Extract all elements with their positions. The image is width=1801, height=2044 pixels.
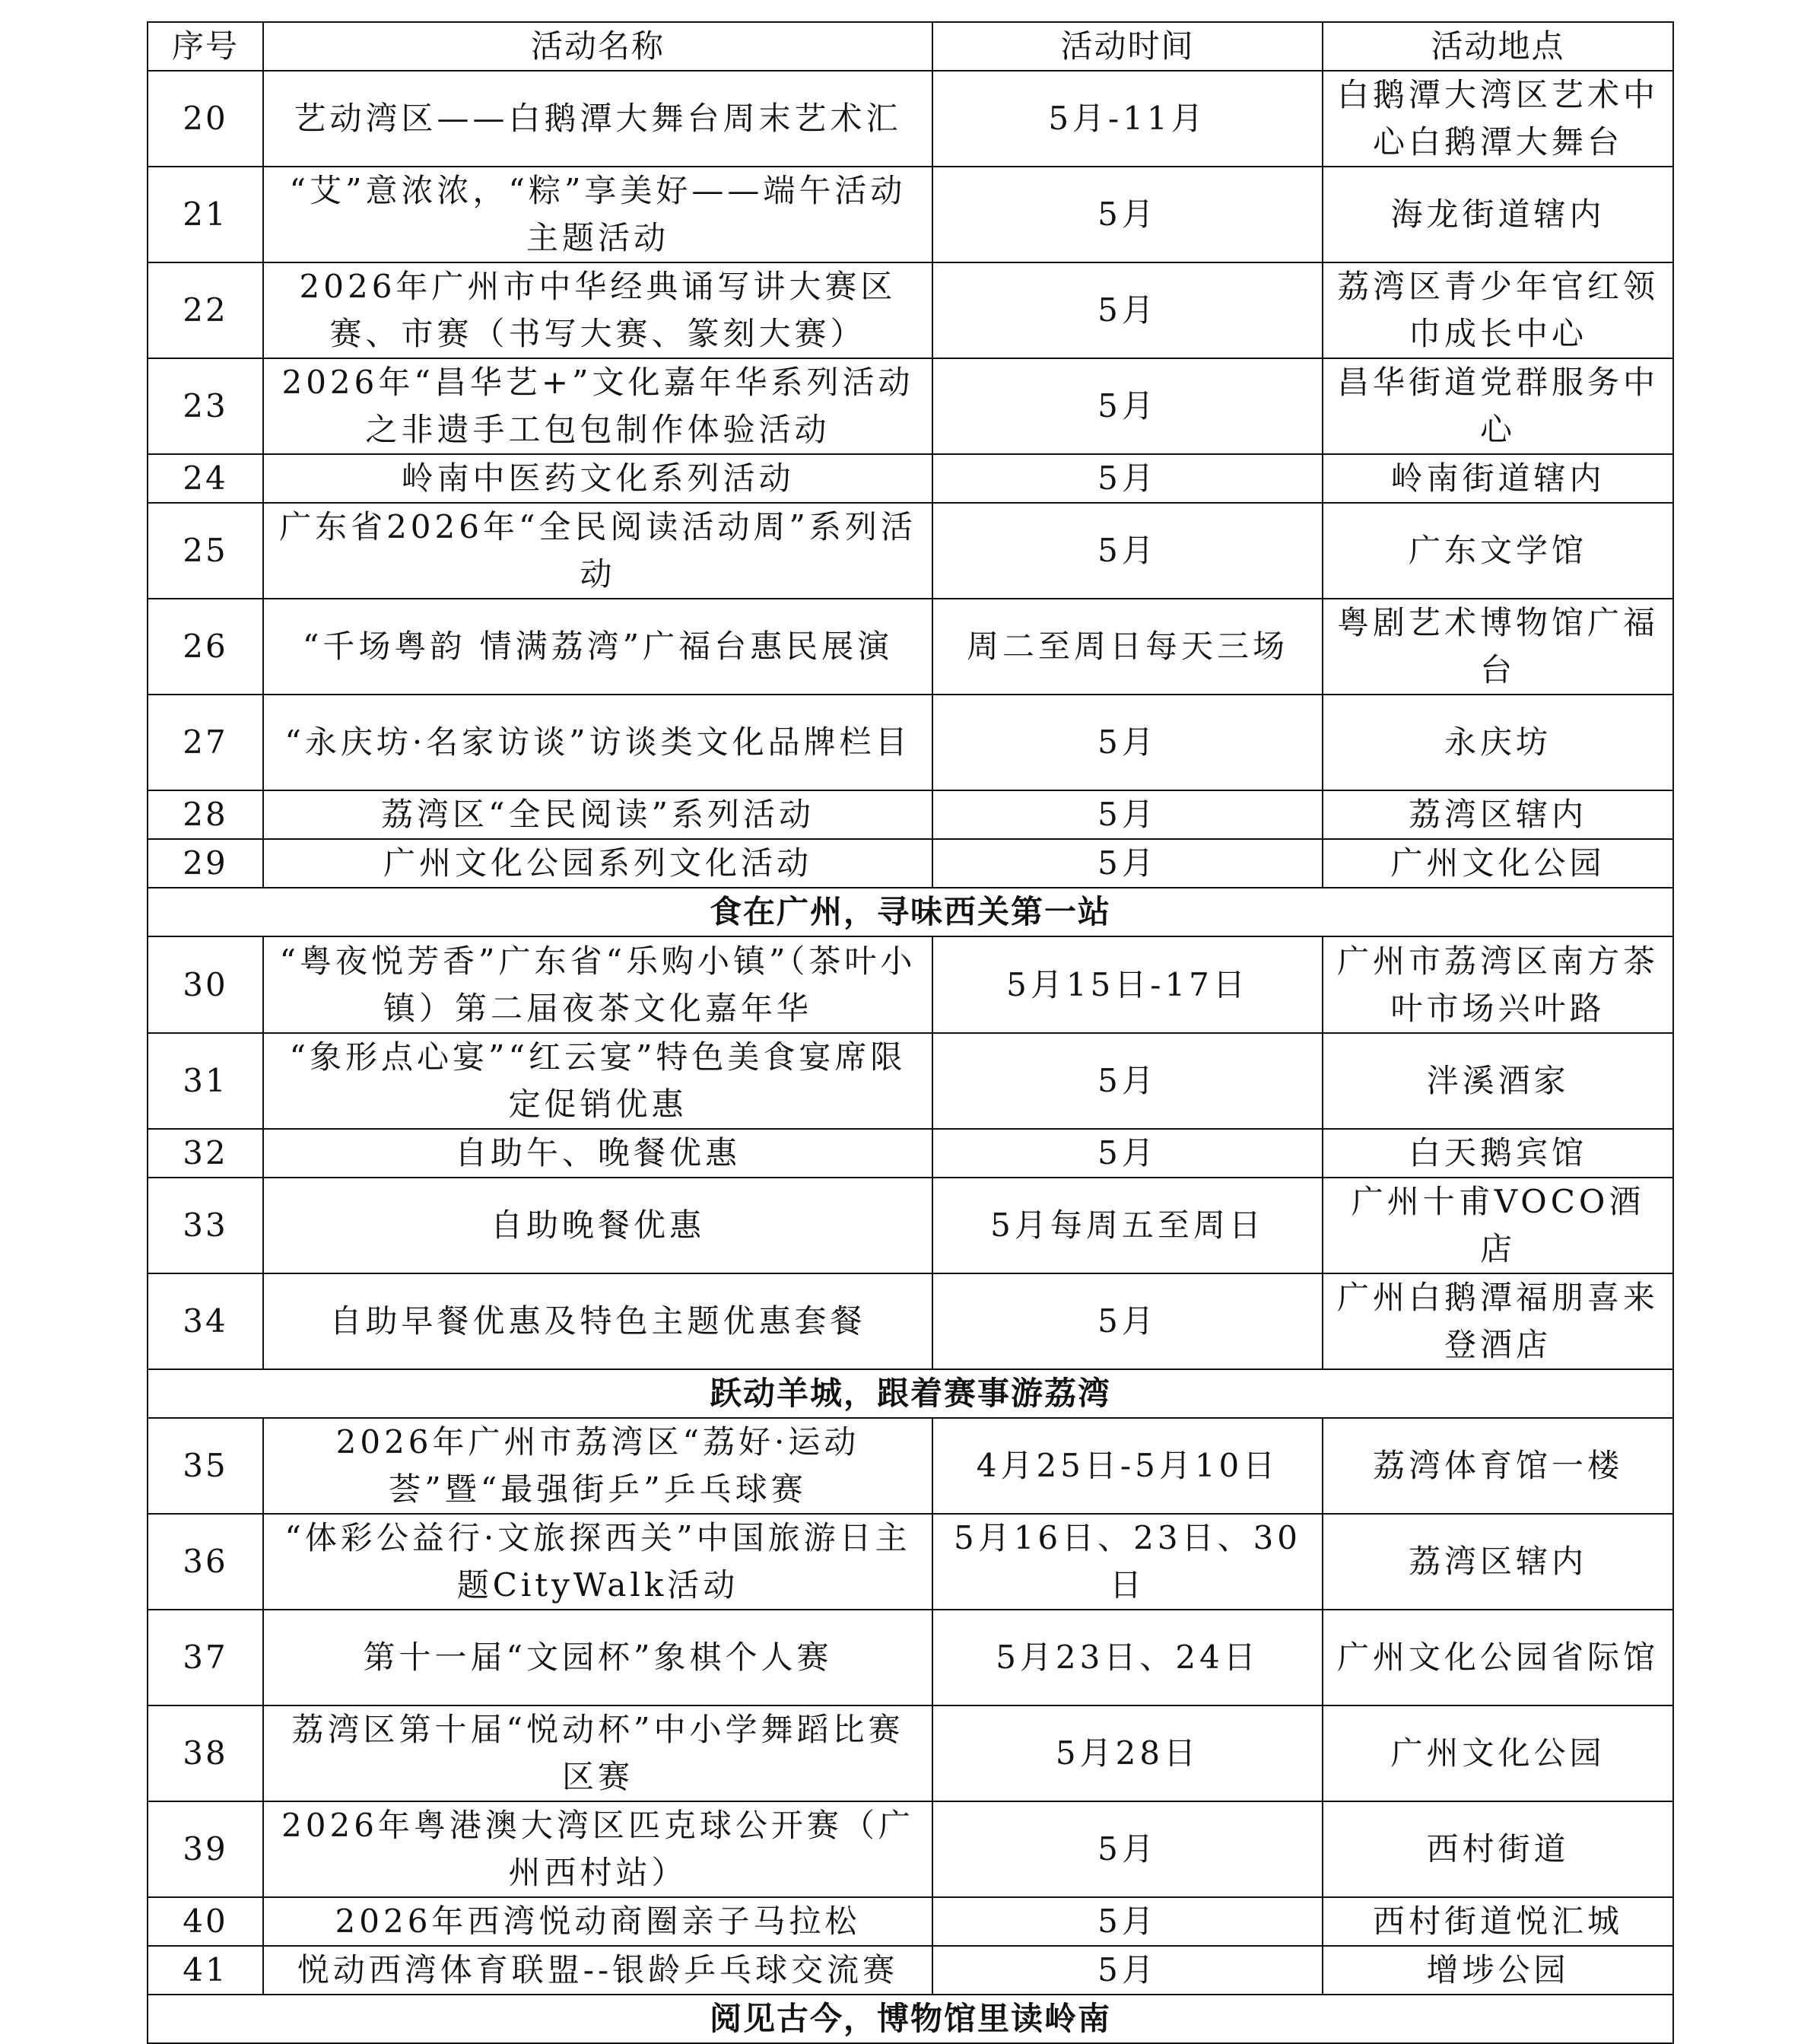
table-row — [148, 1514, 1673, 1610]
row-place: 增埗公园 — [1323, 1946, 1673, 1995]
row-time: 5月 — [932, 1033, 1323, 1129]
row-place: 荔湾区辖内 — [1323, 790, 1673, 839]
row-time: 5月 — [932, 695, 1323, 790]
table-row — [148, 1033, 1673, 1129]
table-row — [148, 167, 1673, 262]
table-row — [148, 71, 1673, 167]
table-row — [148, 1946, 1673, 1995]
row-place: 岭南街道辖内 — [1323, 454, 1673, 503]
row-place: 白天鹅宾馆 — [1323, 1129, 1673, 1178]
table-row — [148, 1705, 1673, 1801]
row-time: 5月 — [932, 1273, 1323, 1369]
row-no: 40 — [148, 1897, 263, 1946]
row-time: 周二至周日每天三场 — [932, 599, 1323, 695]
header-no: 序号 — [148, 22, 263, 71]
row-no: 28 — [148, 790, 263, 839]
row-no: 27 — [148, 695, 263, 790]
row-place: 西村街道 — [1323, 1801, 1673, 1897]
table-row — [148, 1178, 1673, 1273]
row-name: 荔湾区第十届“悦动杯”中小学舞蹈比赛区赛 — [263, 1705, 932, 1801]
table-header-row — [148, 22, 1673, 71]
row-no: 30 — [148, 936, 263, 1033]
row-place: 广东文学馆 — [1323, 503, 1673, 599]
section-title: 食在广州，寻味西关第一站 — [148, 888, 1673, 936]
row-time: 5月 — [932, 1801, 1323, 1897]
row-name: 岭南中医药文化系列活动 — [263, 454, 932, 503]
table-row — [148, 599, 1673, 695]
section-header-row — [148, 1369, 1673, 1418]
row-time: 5月16日、23日、30日 — [932, 1514, 1323, 1610]
row-place: 广州文化公园省际馆 — [1323, 1610, 1673, 1705]
row-place: 海龙街道辖内 — [1323, 167, 1673, 262]
row-name: 广东省2026年“全民阅读活动周”系列活动 — [263, 503, 932, 599]
row-place: 荔湾区辖内 — [1323, 1514, 1673, 1610]
table-row — [148, 262, 1673, 358]
row-name: 第十一届“文园杯”象棋个人赛 — [263, 1610, 932, 1705]
row-place: 西村街道悦汇城 — [1323, 1897, 1673, 1946]
row-time: 5月 — [932, 503, 1323, 599]
row-place: 粤剧艺术博物馆广福台 — [1323, 599, 1673, 695]
row-time: 5月每周五至周日 — [932, 1178, 1323, 1273]
row-place: 昌华街道党群服务中心 — [1323, 358, 1673, 454]
row-no: 38 — [148, 1705, 263, 1801]
row-no: 34 — [148, 1273, 263, 1369]
activity-table — [147, 21, 1674, 2044]
row-name: “艾”意浓浓，“粽”享美好——端午活动主题活动 — [263, 167, 932, 262]
row-name: 广州文化公园系列文化活动 — [263, 839, 932, 888]
row-time: 4月25日-5月10日 — [932, 1418, 1323, 1514]
row-no: 41 — [148, 1946, 263, 1995]
row-no: 24 — [148, 454, 263, 503]
row-place: 荔湾体育馆一楼 — [1323, 1418, 1673, 1514]
table-row — [148, 1897, 1673, 1946]
table-row — [148, 503, 1673, 599]
row-name: 2026年广州市荔湾区“荔好·运动荟”暨“最强街乒”乒乓球赛 — [263, 1418, 932, 1514]
row-place: 广州文化公园 — [1323, 1705, 1673, 1801]
row-time: 5月 — [932, 1129, 1323, 1178]
table-row — [148, 1801, 1673, 1897]
header-time: 活动时间 — [932, 22, 1323, 71]
row-name: 2026年西湾悦动商圈亲子马拉松 — [263, 1897, 932, 1946]
table-row — [148, 839, 1673, 888]
row-time: 5月 — [932, 839, 1323, 888]
row-no: 22 — [148, 262, 263, 358]
table-row — [148, 1129, 1673, 1178]
table-row — [148, 695, 1673, 790]
row-place: 荔湾区青少年官红领巾成长中心 — [1323, 262, 1673, 358]
section-title: 跃动羊城，跟着赛事游荔湾 — [148, 1369, 1673, 1418]
row-place: 广州文化公园 — [1323, 839, 1673, 888]
row-no: 21 — [148, 167, 263, 262]
row-no: 33 — [148, 1178, 263, 1273]
row-name: 荔湾区“全民阅读”系列活动 — [263, 790, 932, 839]
row-time: 5月23日、24日 — [932, 1610, 1323, 1705]
row-time: 5月 — [932, 358, 1323, 454]
row-time: 5月 — [932, 262, 1323, 358]
row-name: 悦动西湾体育联盟--银龄乒乓球交流赛 — [263, 1946, 932, 1995]
row-place: 永庆坊 — [1323, 695, 1673, 790]
table-row — [148, 936, 1673, 1033]
row-no: 20 — [148, 71, 263, 167]
row-name: “象形点心宴”“红云宴”特色美食宴席限定促销优惠 — [263, 1033, 932, 1129]
row-no: 29 — [148, 839, 263, 888]
section-title: 阅见古今，博物馆里读岭南 — [148, 1995, 1673, 2043]
row-no: 23 — [148, 358, 263, 454]
header-name: 活动名称 — [263, 22, 932, 71]
row-time: 5月 — [932, 167, 1323, 262]
header-place: 活动地点 — [1323, 22, 1673, 71]
row-no: 39 — [148, 1801, 263, 1897]
row-time: 5月-11月 — [932, 71, 1323, 167]
section-header-row — [148, 888, 1673, 936]
row-name: “千场粤韵 情满荔湾”广福台惠民展演 — [263, 599, 932, 695]
row-name: 2026年“昌华艺+”文化嘉年华系列活动之非遗手工包包制作体验活动 — [263, 358, 932, 454]
table-row — [148, 454, 1673, 503]
table-row — [148, 1418, 1673, 1514]
row-place: 广州十甫VOCO酒店 — [1323, 1178, 1673, 1273]
row-name: “粤夜悦芳香”广东省“乐购小镇”（茶叶小镇）第二届夜茶文化嘉年华 — [263, 936, 932, 1033]
row-time: 5月15日-17日 — [932, 936, 1323, 1033]
row-no: 31 — [148, 1033, 263, 1129]
row-name: 艺动湾区——白鹅潭大舞台周末艺术汇 — [263, 71, 932, 167]
section-header-row — [148, 1995, 1673, 2043]
row-place: 广州市荔湾区南方茶叶市场兴叶路 — [1323, 936, 1673, 1033]
row-time: 5月 — [932, 454, 1323, 503]
row-name: 2026年广州市中华经典诵写讲大赛区赛、市赛（书写大赛、篆刻大赛） — [263, 262, 932, 358]
row-time: 5月 — [932, 1946, 1323, 1995]
row-place: 广州白鹅潭福朋喜来登酒店 — [1323, 1273, 1673, 1369]
table-row — [148, 790, 1673, 839]
table-row — [148, 1610, 1673, 1705]
table-row — [148, 358, 1673, 454]
table-row — [148, 1273, 1673, 1369]
row-no: 35 — [148, 1418, 263, 1514]
row-name: “永庆坊·名家访谈”访谈类文化品牌栏目 — [263, 695, 932, 790]
row-no: 26 — [148, 599, 263, 695]
row-place: 泮溪酒家 — [1323, 1033, 1673, 1129]
row-time: 5月 — [932, 790, 1323, 839]
row-place: 白鹅潭大湾区艺术中心白鹅潭大舞台 — [1323, 71, 1673, 167]
row-no: 32 — [148, 1129, 263, 1178]
row-name: 2026年粤港澳大湾区匹克球公开赛（广州西村站） — [263, 1801, 932, 1897]
row-time: 5月 — [932, 1897, 1323, 1946]
row-name: “体彩公益行·文旅探西关”中国旅游日主题CityWalk活动 — [263, 1514, 932, 1610]
row-name: 自助晚餐优惠 — [263, 1178, 932, 1273]
row-no: 36 — [148, 1514, 263, 1610]
row-no: 25 — [148, 503, 263, 599]
row-name: 自助早餐优惠及特色主题优惠套餐 — [263, 1273, 932, 1369]
row-time: 5月28日 — [932, 1705, 1323, 1801]
row-no: 37 — [148, 1610, 263, 1705]
document-page — [147, 21, 1672, 2044]
row-name: 自助午、晚餐优惠 — [263, 1129, 932, 1178]
